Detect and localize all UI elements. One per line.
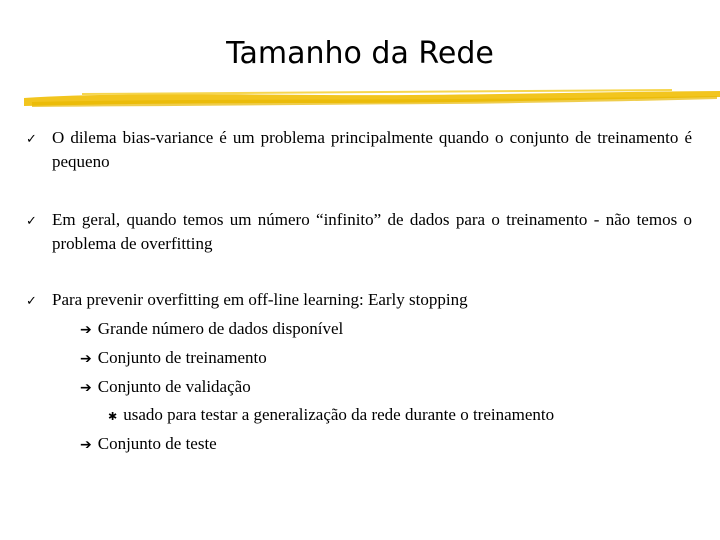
bullet-3-text: Para prevenir overfitting em off-line learning: Early stopping <box>52 290 468 309</box>
asterisk-icon: ✱ <box>108 410 118 423</box>
bullet-1-text: O dilema bias-variance é um problema principalmente quando o conjunto de treinamento é pequeno <box>52 128 692 171</box>
sub-item-label: Grande número de dados disponível <box>97 319 344 338</box>
sub-item <box>80 432 217 457</box>
subsub-item <box>108 403 554 429</box>
arrow-right-icon: ➔ <box>80 380 92 396</box>
sub-item-label: Conjunto de teste <box>97 434 217 453</box>
sub-item <box>80 375 251 400</box>
arrow-right-icon: ➔ <box>80 437 92 453</box>
sub-item <box>80 317 343 342</box>
checkmark-icon: ✓ <box>26 214 37 229</box>
sub-item <box>80 346 267 371</box>
bullet-2-text: Em geral, quando temos um número “infinito” de dados para o treinamento - não temos o problema de overfitting <box>52 210 692 253</box>
sub-item-label: Conjunto de treinamento <box>97 348 267 367</box>
slide-title: Tamanho da Rede <box>226 36 494 71</box>
checkmark-icon: ✓ <box>26 132 37 147</box>
arrow-right-icon: ➔ <box>80 351 92 367</box>
title-underline-brushstroke <box>22 84 720 110</box>
subsub-item-label: usado para testar a generalização da rede durante o treinamento <box>123 405 555 424</box>
sub-item-label: Conjunto de validação <box>97 377 251 396</box>
arrow-right-icon: ➔ <box>80 322 92 338</box>
checkmark-icon: ✓ <box>26 294 37 309</box>
